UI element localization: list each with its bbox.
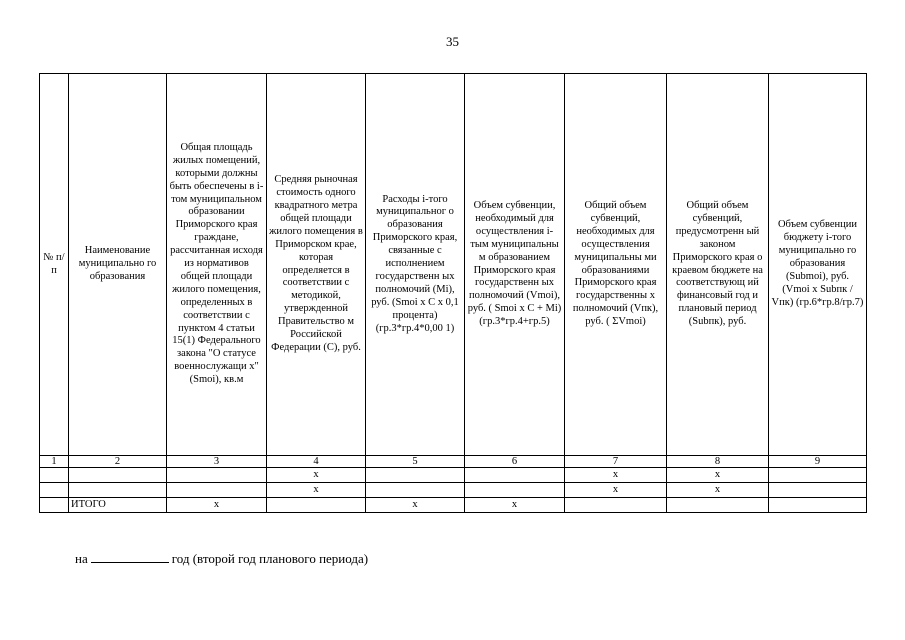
- table-cell: x: [465, 498, 565, 513]
- table-cell: [40, 483, 69, 498]
- table-cell: [769, 483, 867, 498]
- table-cell: [267, 498, 366, 513]
- table-cell: x: [267, 483, 366, 498]
- column-header: № п/п: [40, 74, 69, 456]
- column-number-cell: 9: [769, 456, 867, 468]
- table-cell: [465, 483, 565, 498]
- table-cell: x: [366, 498, 465, 513]
- column-header: Расходы i-того муниципальног о образования Приморского края, связанные с исполнением государственн ых полномочий (Mi), руб. (Smoi x C x 0,1 процента) (гр.3*гр.4*0,00 1): [366, 74, 465, 456]
- table-cell: [769, 468, 867, 483]
- total-row: [40, 498, 867, 513]
- table-cell: x: [267, 468, 366, 483]
- page-number: 35: [446, 34, 459, 49]
- column-number-cell: 1: [40, 456, 69, 468]
- column-number-cell: 8: [667, 456, 769, 468]
- table-row: [40, 468, 867, 483]
- table-cell: [167, 468, 267, 483]
- period-prefix: на: [75, 551, 88, 566]
- column-number-cell: 2: [69, 456, 167, 468]
- table-cell: [40, 468, 69, 483]
- column-number-cell: 3: [167, 456, 267, 468]
- year-blank-line: [91, 551, 169, 563]
- period-suffix: год (второй год планового периода): [171, 551, 369, 566]
- table-cell: x: [565, 483, 667, 498]
- table-cell: [565, 498, 667, 513]
- column-header: Наименование муниципально го образования: [69, 74, 167, 456]
- column-number-cell: 6: [465, 456, 565, 468]
- table-cell: [167, 483, 267, 498]
- column-header: Объем субвенции, необходимый для осуществления i-тым муниципальны м образованием Приморского края государственн ых полномочий (Vmoi), руб. ( Smoi x C + Mi) (гр.3*гр.4+гр.5): [465, 74, 565, 456]
- column-header: Общий объем субвенций, необходимых для осуществления муниципальны ми образованиями Приморского края государственны х полномочий (Vпк), руб. ( ΣVmoi): [565, 74, 667, 456]
- column-header: Средняя рыночная стоимость одного квадратного метра общей площади жилого помещения в Приморском крае, которая определяется в соответствии с методикой, утвержденной Правительство м Российской Федерации (С), руб.: [267, 74, 366, 456]
- table-cell: [465, 468, 565, 483]
- table-cell: x: [667, 468, 769, 483]
- table-cell: x: [167, 498, 267, 513]
- column-number-cell: 4: [267, 456, 366, 468]
- table-cell: [69, 483, 167, 498]
- table-cell: [69, 468, 167, 483]
- column-header: Общая площадь жилых помещений, которыми должны быть обеспечены в i-том муниципальном образовании Приморского края граждане, рассчитанная исходя из нормативов общей площади жилого помещения, определенных в соответствии с пунктом 4 статьи 15(1) Федерального закона "О статусе военнослужащи х" (Smoi), кв.м: [167, 74, 267, 456]
- column-number-cell: 7: [565, 456, 667, 468]
- table-cell: x: [565, 468, 667, 483]
- column-header: Общий объем субвенций, предусмотренн ый законом Приморского края о краевом бюджете на соответствующ ий финансовый год и плановый период (Subпк), руб.: [667, 74, 769, 456]
- column-number-cell: 5: [366, 456, 465, 468]
- table-cell: x: [667, 483, 769, 498]
- table-cell: ИТОГО: [69, 498, 167, 513]
- subsidy-table: [39, 73, 867, 513]
- table-cell: [769, 498, 867, 513]
- table-cell: [667, 498, 769, 513]
- header-row: [40, 74, 867, 456]
- period-caption: [75, 551, 368, 567]
- column-number-row: [40, 456, 867, 468]
- table-cell: [366, 483, 465, 498]
- table-cell: [366, 468, 465, 483]
- table-row: [40, 483, 867, 498]
- table-cell: [40, 498, 69, 513]
- column-header: Объем субвенции бюджету i-того муниципально го образования (Submoi), руб. (Vmoi x Subпк / Vпк) (гр.6*гр.8/гр.7): [769, 74, 867, 456]
